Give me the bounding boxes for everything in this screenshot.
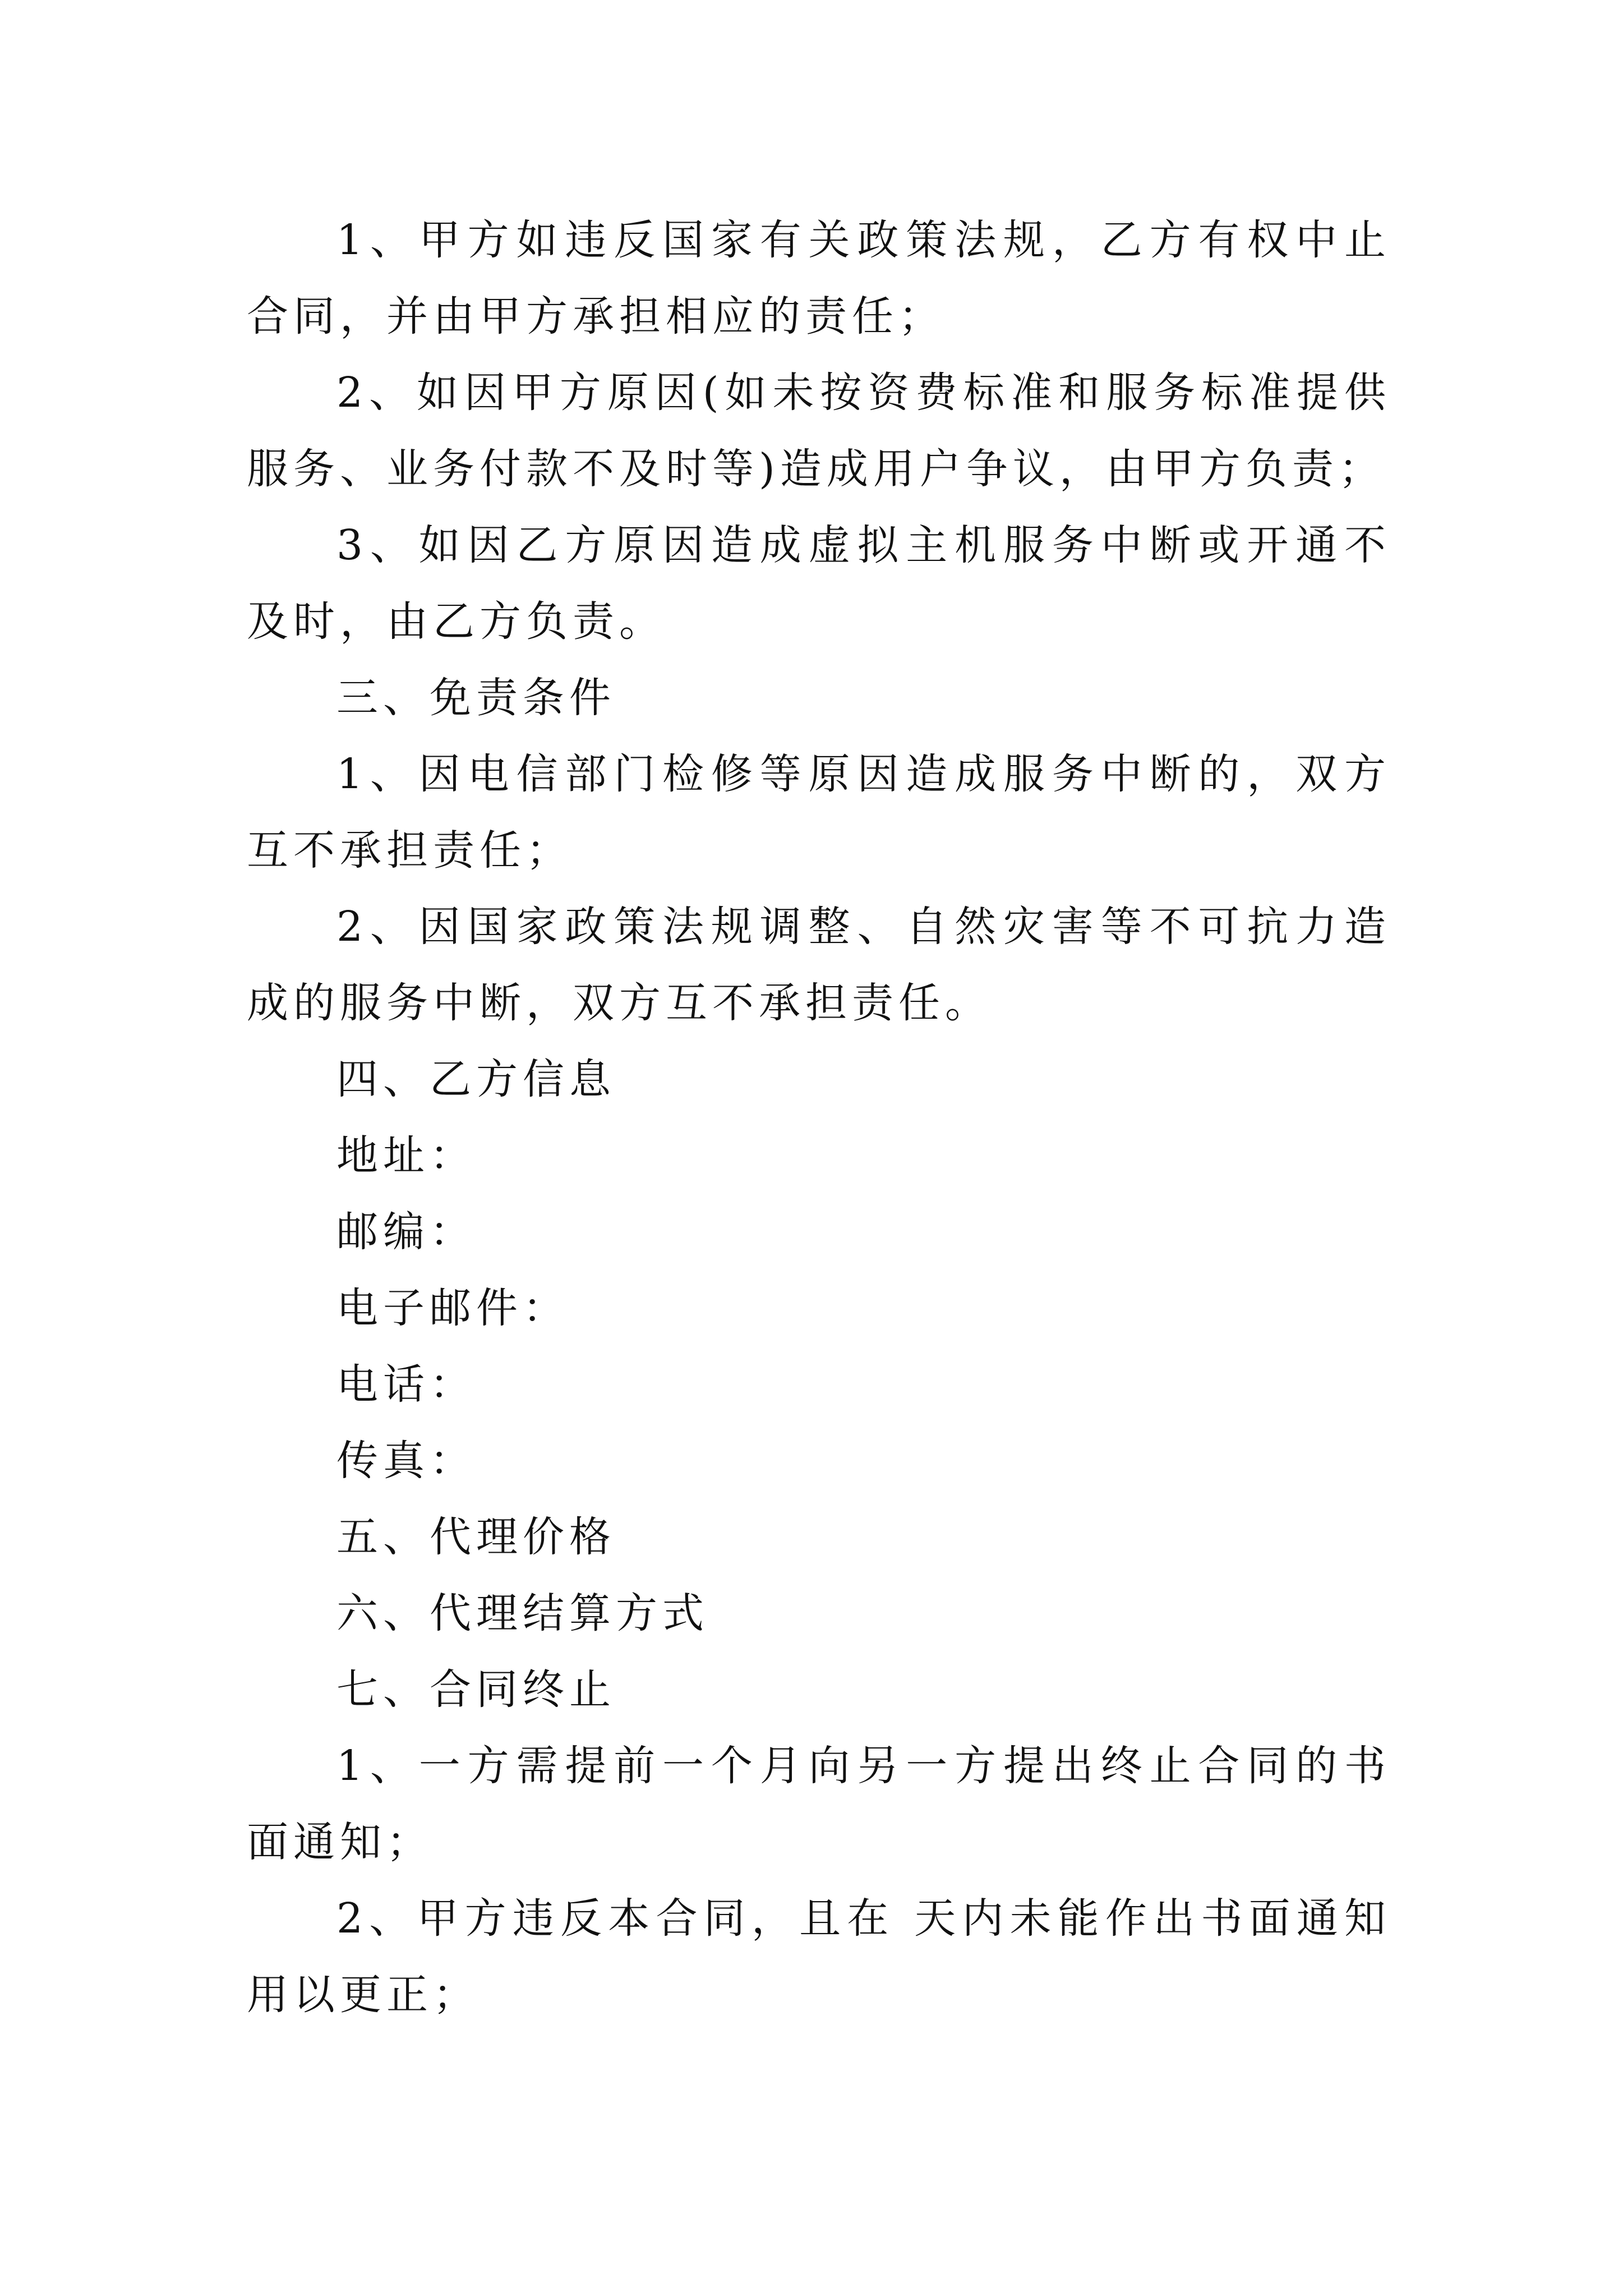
termination-clause-2: 2、甲方违反本合同，且在 天内未能作出书面通知用以更正； (247, 1894, 1391, 2019)
clause-3-service-interruption-party-b: 3、如因乙方原因造成虚拟主机服务中断或开通不及时，由乙方负责。 (247, 521, 1391, 646)
section-heading-settlement-method: 六、代理结算方式 (336, 1589, 709, 1637)
document-body (247, 202, 1391, 2033)
termination-clause-1: 1、一方需提前一个月向另一方提出终止合同的书面通知； (247, 1742, 1391, 1866)
field-phone: 电话： (336, 1360, 476, 1409)
section-heading-exemption: 三、免责条件 (336, 674, 616, 722)
exemption-clause-1: 1、因电信部门检修等原因造成服务中断的，双方互不承担责任； (247, 750, 1391, 875)
field-address: 地址： (336, 1131, 476, 1180)
section-heading-party-b-info: 四、乙方信息 (336, 1055, 616, 1103)
exemption-clause-2: 2、因国家政策法规调整、自然灾害等不可抗力造成的服务中断，双方互不承担责任。 (247, 903, 1391, 1027)
field-fax: 传真： (336, 1437, 476, 1485)
clause-1-violation-by-party-a: 1、甲方如违反国家有关政策法规，乙方有权中止合同，并由甲方承担相应的责任； (247, 216, 1391, 341)
section-heading-agency-price: 五、代理价格 (336, 1513, 616, 1561)
field-postcode: 邮编： (336, 1208, 476, 1256)
section-heading-contract-termination: 七、合同终止 (336, 1665, 616, 1714)
clause-2-user-dispute-party-a: 2、如因甲方原因(如未按资费标准和服务标准提供服务、业务付款不及时等)造成用户争议，由甲方负责； (247, 369, 1391, 493)
field-email: 电子邮件： (336, 1284, 569, 1332)
